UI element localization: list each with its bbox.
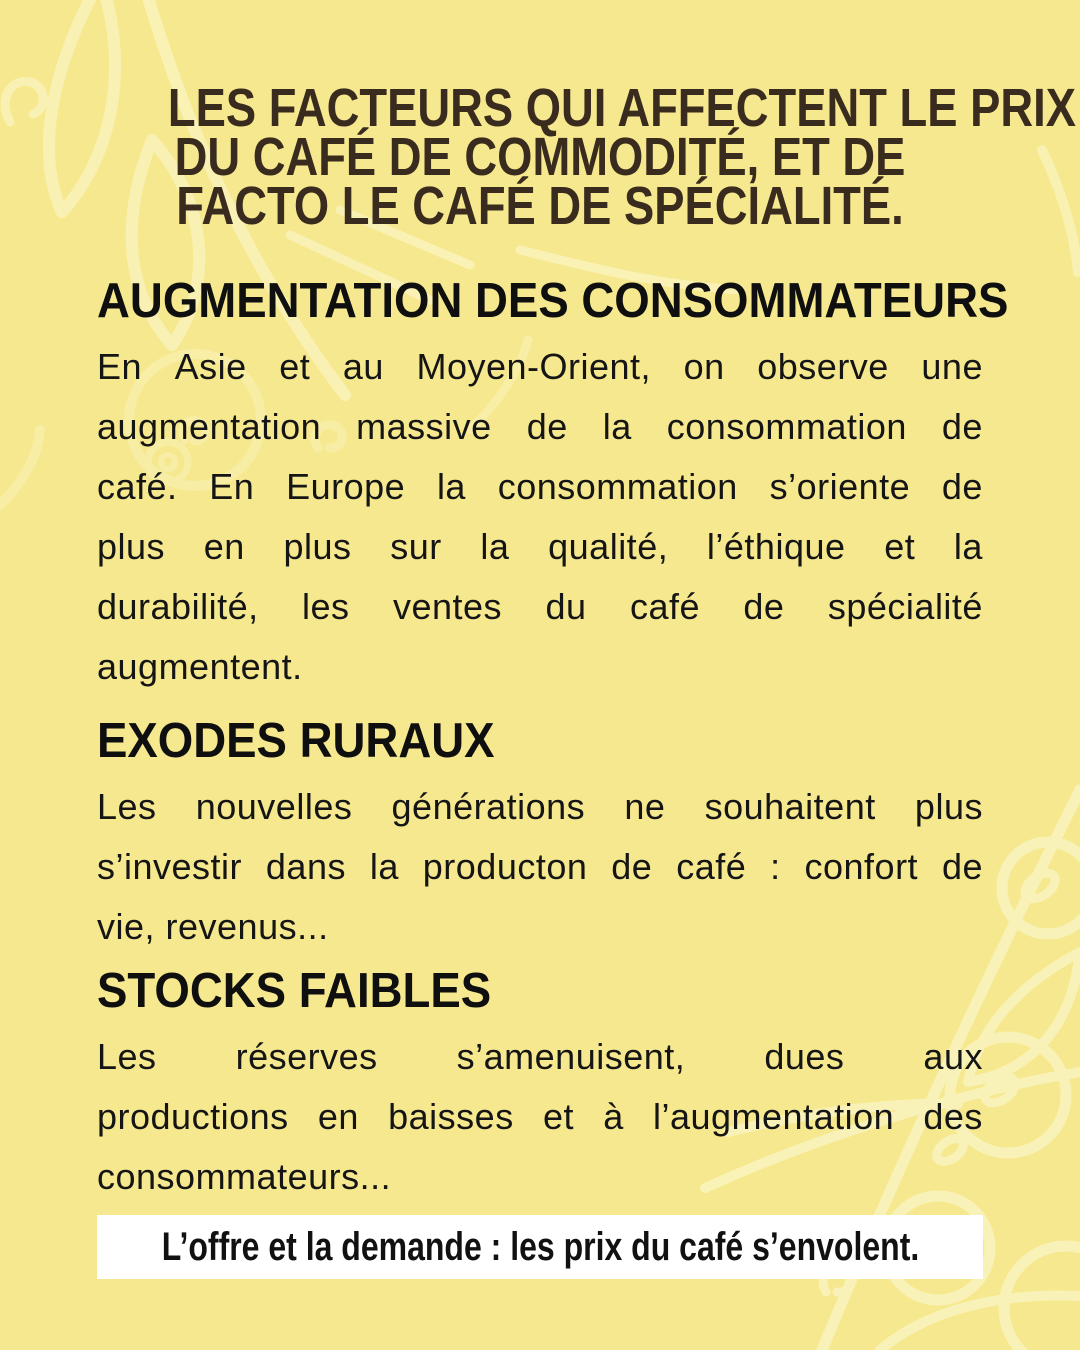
section-heading: STOCKS FAIBLES xyxy=(97,964,492,1018)
page-title-line: FACTO LE CAFÉ DE SPÉCIALITÉ. xyxy=(176,176,904,236)
paragraph-line: s’investir dans la producton de café : confort de xyxy=(97,846,983,887)
paragraph-line: durabilité, les ventes du café de spécialité xyxy=(97,586,983,627)
page-title-line: DU CAFÉ DE COMMODITÉ, ET DE xyxy=(174,127,906,187)
paragraph-line: augmentation massive de la consommation de xyxy=(97,406,983,447)
conclusion-banner xyxy=(97,1215,983,1279)
paragraph-line: En Asie et au Moyen-Orient, on observe une xyxy=(97,346,983,387)
section-paragraph xyxy=(97,777,983,957)
paragraph-line: Les nouvelles générations ne souhaitent plus xyxy=(97,786,983,827)
paragraph-line: consommateurs... xyxy=(97,1156,392,1197)
paragraph-line: plus en plus sur la qualité, l’éthique et la xyxy=(97,526,983,567)
paragraph-line: productions en baisses et à l’augmentation des xyxy=(97,1096,983,1137)
sections xyxy=(97,274,1009,1207)
paragraph-line: augmentent. xyxy=(97,646,303,687)
section-heading: AUGMENTATION DES CONSOMMATEURS xyxy=(97,274,1009,328)
section-paragraph xyxy=(97,1027,983,1207)
conclusion-banner-text: L’offre et la demande : les prix du café s’envolent. xyxy=(161,1224,919,1269)
page-title-line: LES FACTEURS QUI AFFECTENT LE PRIX xyxy=(167,78,1076,138)
paragraph-line: vie, revenus... xyxy=(97,906,329,947)
paragraph-line: café. En Europe la consommation s’oriente de xyxy=(97,466,983,507)
section-paragraph xyxy=(97,337,983,697)
page-title xyxy=(97,78,1076,236)
paragraph-line: Les réserves s’amenuisent, dues aux xyxy=(97,1036,983,1077)
section-heading: EXODES RURAUX xyxy=(97,714,495,768)
